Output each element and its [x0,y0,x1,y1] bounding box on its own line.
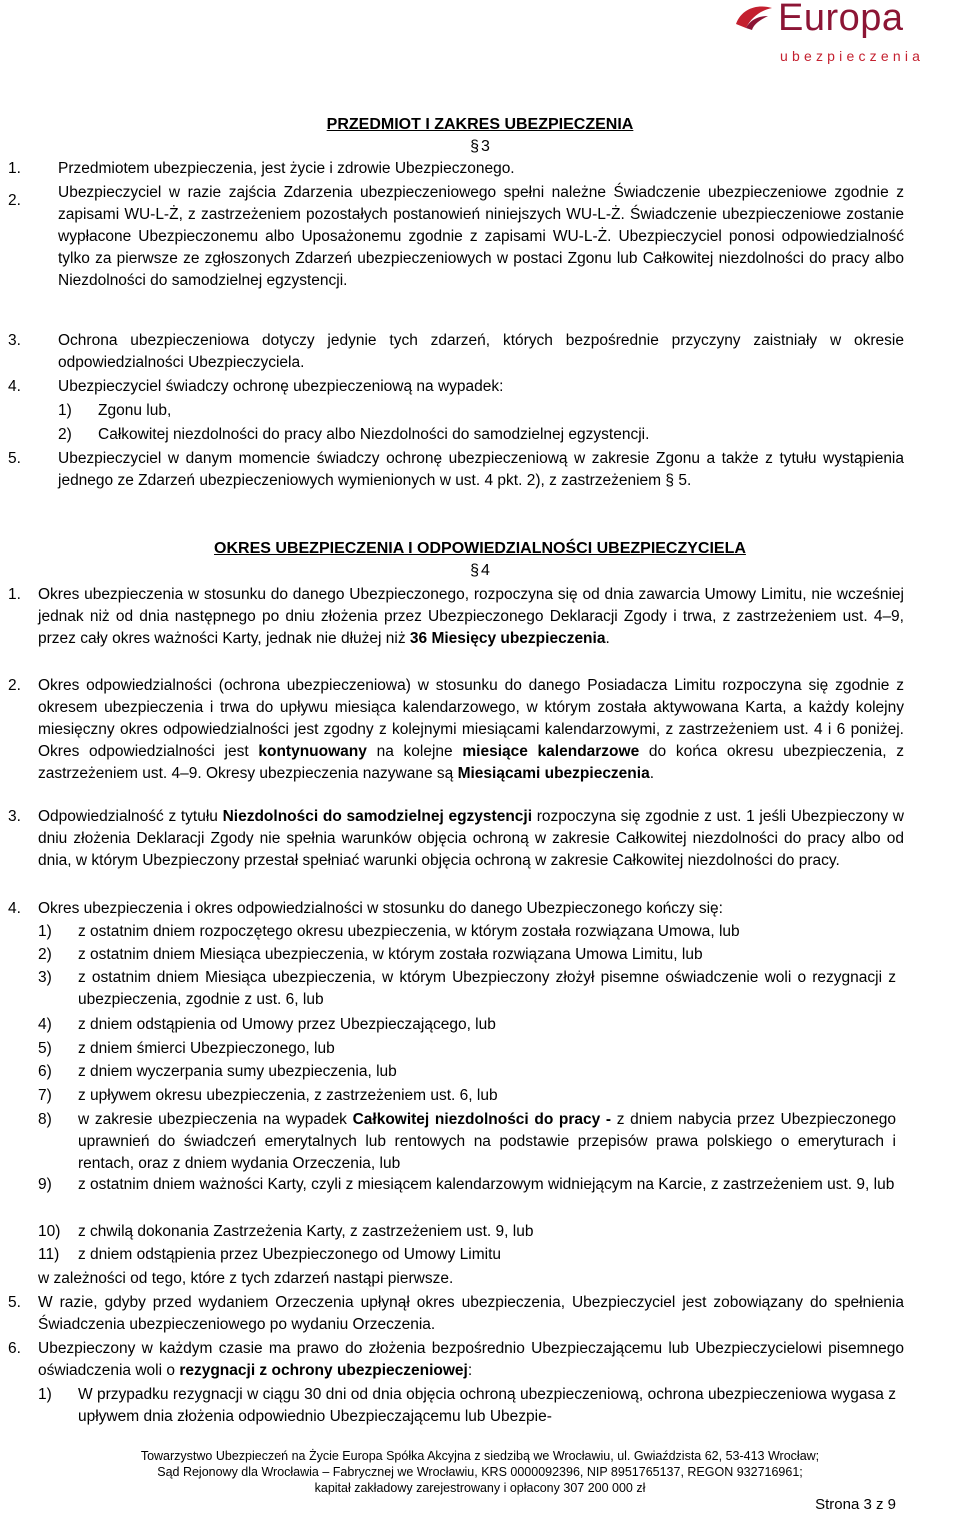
section-sign-icon: § [665,472,675,489]
logo-subtitle: ubezpieczenia [780,48,925,64]
section-title: PRZEDMIOT I ZAKRES UBEZPIECZENIA [326,116,634,133]
section-sign-icon: § [470,138,479,155]
closing-text: w zależności od tego, które z tych zdarzeń nastąpi pierwsze. [38,1270,454,1287]
footer-line: Sąd Rejonowy dla Wrocławia – Fabrycznej we Wrocławiu, KRS 0000092396, NIP 8951765137, REGON 932716961; [157,1465,803,1479]
section-title: OKRES UBEZPIECZENIA I ODPOWIEDZIALNOŚCI UBEZPIECZYCIELA [214,540,746,557]
paragraph-number: § 3 [470,138,490,155]
logo-brand: Europa [778,0,904,39]
paragraph-number: § 4 [470,562,490,579]
footer-line: kapitał zakładowy zarejestrowany i opłacony 307 200 000 zł [314,1481,646,1495]
page-number: Strona 3 z 9 [815,1496,896,1513]
logo-mark-icon [732,2,774,32]
company-logo [746,0,946,70]
section-sign-icon: § [470,562,479,579]
footer-line: Towarzystwo Ubezpieczeń na Życie Europa Spółka Akcyjna z siedzibą we Wrocławiu, ul. Gwiaździsta 62, 53-413 Wrocław; [140,1449,820,1463]
